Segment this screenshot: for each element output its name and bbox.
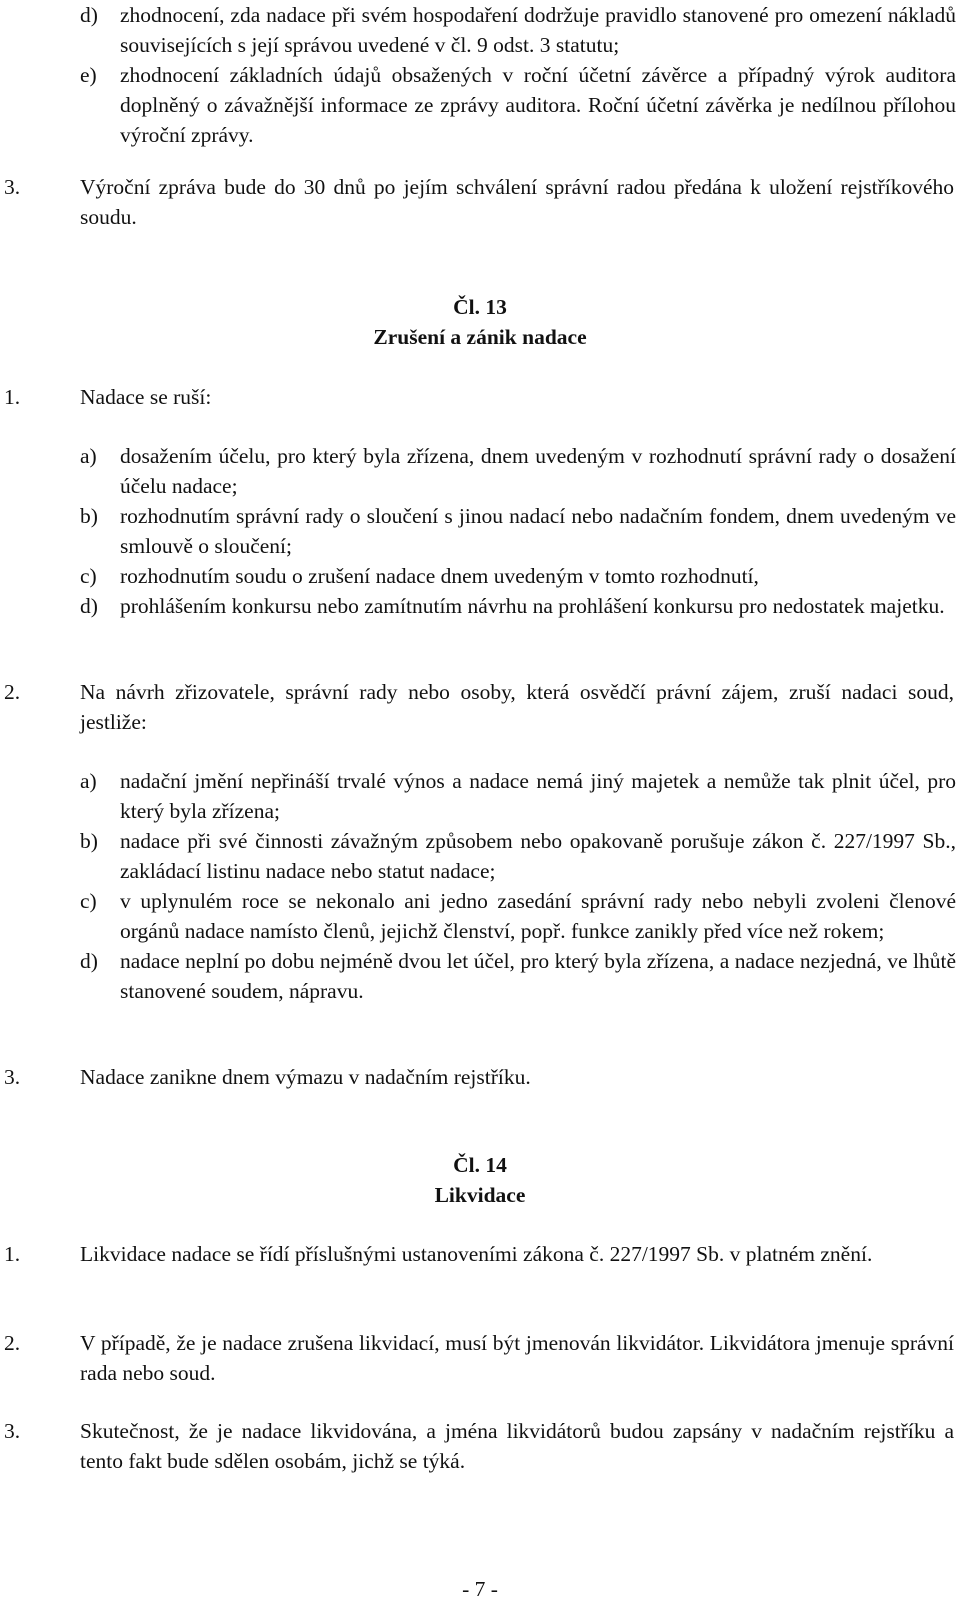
paragraph-text: Skutečnost, že je nadace likvidována, a jména likvidátorů budou zapsány v nadačním rejstříku a tento fakt bude sdělen osobám, jichž se týká.	[80, 1419, 954, 1473]
article-13-title: Zrušení a zánik nadace	[373, 325, 587, 349]
list-text: prohlášením konkursu nebo zamítnutím návrhu na prohlášení konkursu pro nedostatek majetku.	[120, 594, 945, 618]
article-13-paragraph-1-list	[80, 441, 956, 621]
list-marker: b)	[80, 829, 98, 853]
list-item	[80, 766, 956, 826]
list-text: zhodnocení, zda nadace při svém hospodaření dodržuje pravidlo stanovené pro omezení nákladů souvisejících s její správou uvedené v čl. 9 odst. 3 statutu;	[120, 3, 956, 57]
page-number: - 7 -	[462, 1577, 498, 1601]
list-text: nadační jmění nepřináší trvalé výnos a nadace nemá jiný majetek a nemůže tak plnit účel, pro který byla zřízena;	[120, 769, 956, 823]
paragraph-text: Nadace se ruší:	[80, 385, 212, 409]
list-marker: e)	[80, 63, 97, 87]
article-13-paragraph-1	[4, 382, 954, 412]
list-item	[80, 591, 956, 621]
list-marker: a)	[80, 769, 97, 793]
paragraph-3-annual-report	[4, 172, 954, 232]
list-marker: d)	[80, 949, 98, 973]
list-item	[80, 826, 956, 886]
list-text: nadace neplní po dobu nejméně dvou let účel, pro který byla zřízena, a nadace nezjedná, ve lhůtě stanovené soudem, nápravu.	[120, 949, 956, 1003]
list-item	[80, 60, 956, 150]
paragraph-number: 2.	[4, 1331, 21, 1355]
paragraph-number: 1.	[4, 385, 21, 409]
list-text: rozhodnutím správní rady o sloučení s jinou nadací nebo nadačním fondem, dnem uvedeným ve smlouvě o sloučení;	[120, 504, 956, 558]
article-13-number: Čl. 13	[453, 295, 507, 319]
article-13-paragraph-2-list	[80, 766, 956, 1006]
list-marker: a)	[80, 444, 97, 468]
list-marker: c)	[80, 564, 97, 588]
list-marker: b)	[80, 504, 98, 528]
paragraph-text: V případě, že je nadace zrušena likvidací, musí být jmenován likvidátor. Likvidátora jmenuje správní rada nebo soud.	[80, 1331, 954, 1385]
list-item	[80, 946, 956, 1006]
paragraph-number: 1.	[4, 1242, 21, 1266]
list-text: dosažením účelu, pro který byla zřízena, dnem uvedeným v rozhodnutí správní rady o dosažení účelu nadace;	[120, 444, 956, 498]
list-text: rozhodnutím soudu o zrušení nadace dnem uvedeným v tomto rozhodnutí,	[120, 564, 759, 588]
list-text: v uplynulém roce se nekonalo ani jedno zasedání správní rady nebo nebyli zvoleni členové orgánů nadace namísto členů, jejichž členství, popř. funkce zanikly před více než rokem;	[120, 889, 956, 943]
article-14-number: Čl. 14	[453, 1153, 507, 1177]
list-marker: d)	[80, 594, 98, 618]
paragraph-number: 3.	[4, 175, 21, 199]
article-14-paragraph-3	[4, 1416, 954, 1476]
paragraph-text: Likvidace nadace se řídí příslušnými ustanoveními zákona č. 227/1997 Sb. v platném znění.	[80, 1242, 873, 1266]
article-14-title: Likvidace	[434, 1183, 526, 1207]
article-14-paragraph-2	[4, 1328, 954, 1388]
list-marker: d)	[80, 3, 98, 27]
list-item	[80, 0, 956, 60]
paragraph-text: Výroční zpráva bude do 30 dnů po jejím schválení správní radou předána k uložení rejstříkového soudu.	[80, 175, 954, 229]
paragraph-text: Na návrh zřizovatele, správní rady nebo osoby, která osvědčí právní zájem, zruší nadaci soud, jestliže:	[80, 680, 954, 734]
article-13-paragraph-2	[4, 677, 954, 737]
paragraph-text: Nadace zanikne dnem výmazu v nadačním rejstříku.	[80, 1065, 531, 1089]
paragraph-number: 3.	[4, 1419, 21, 1443]
top-list	[80, 0, 956, 150]
list-item	[80, 441, 956, 501]
article-14-paragraph-1	[4, 1239, 954, 1269]
list-item	[80, 501, 956, 561]
article-13-paragraph-3	[4, 1062, 954, 1092]
list-item	[80, 561, 956, 591]
list-marker: c)	[80, 889, 97, 913]
paragraph-number: 2.	[4, 680, 21, 704]
list-item	[80, 886, 956, 946]
list-text: zhodnocení základních údajů obsažených v roční účetní závěrce a případný výrok auditora doplněný o závažnější informace ze zprávy auditora. Roční účetní závěrka je nedílnou přílohou výroční zprávy.	[120, 63, 956, 147]
paragraph-number: 3.	[4, 1065, 21, 1089]
list-text: nadace při své činnosti závažným způsobem nebo opakovaně porušuje zákon č. 227/1997 Sb., zakládací listinu nadace nebo statut nadace;	[120, 829, 956, 883]
